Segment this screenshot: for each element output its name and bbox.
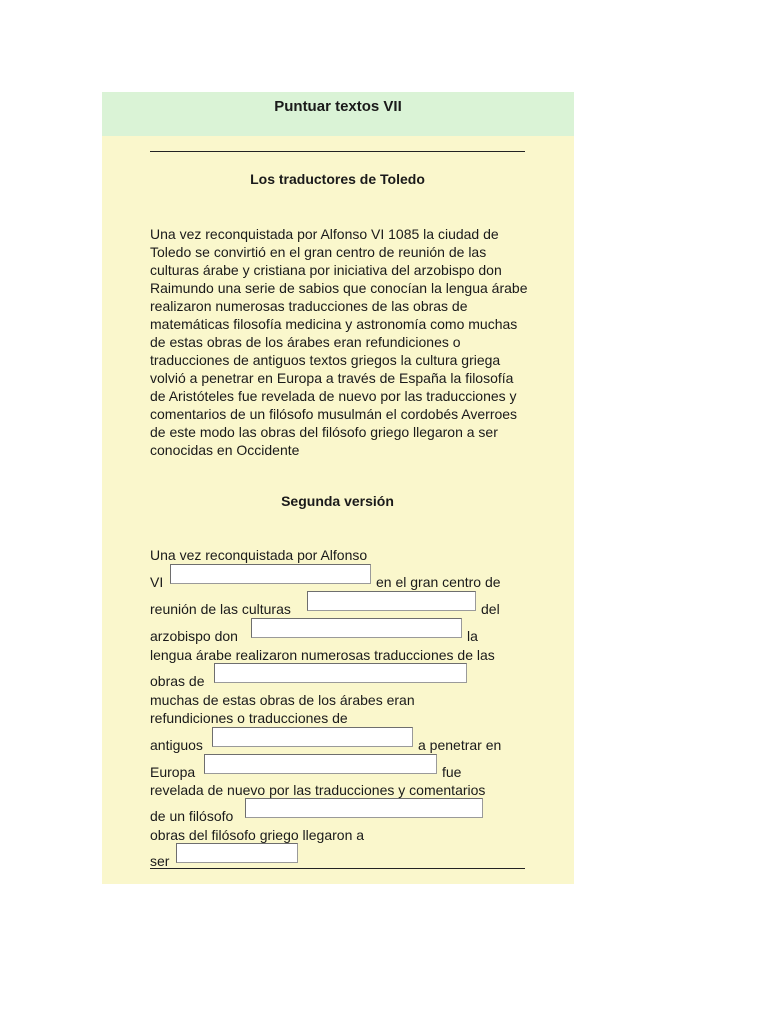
blank-5-input[interactable] [212,727,413,747]
text-line: del [481,601,500,617]
text-line: revelada de nuevo por las traducciones y comentarios [150,782,486,798]
blank-4-input[interactable] [214,663,467,683]
text-line: Europa [150,764,196,780]
text-line: en el gran centro de [376,574,501,590]
text-line: ser [150,853,170,869]
text-line: fue [442,764,462,780]
text-line: de un filósofo [150,808,234,824]
text-line: reunión de las culturas [150,601,291,617]
blank-6-input[interactable] [204,754,437,774]
text-line: Una vez reconquistada por Alfonso [150,547,368,563]
blank-8-input[interactable] [176,843,298,863]
text-line: lengua árabe realizaron numerosas traducciones de las [150,647,495,663]
text-line: refundiciones o traducciones de [150,710,348,726]
text-line: arzobispo don [150,628,238,644]
blank-1-input[interactable] [170,564,371,584]
text-line: VI [150,574,164,590]
text-line: a penetrar en [418,737,502,753]
original-heading: Los traductores de Toledo [250,171,425,187]
blank-7-input[interactable] [245,798,483,818]
text-line: obras del filósofo griego llegaron a [150,827,365,843]
blank-2-input[interactable] [307,591,476,611]
second-version-heading: Segunda versión [281,493,394,509]
blank-3-input[interactable] [251,618,462,638]
text-line: obras de [150,673,205,689]
page-title: Puntuar textos VII [274,98,402,115]
text-line: muchas de estas obras de los árabes eran [150,692,415,708]
top-divider [150,151,525,152]
original-text: Una vez reconquistada por Alfonso VI 1085 la ciudad de Toledo se convirtió en el gran centro de reunión de las culturas árabe y cristiana por iniciativa del arzobispo don Raimundo una serie de sabios que conocían la lengua árabe realizaron numerosas traducciones de las obras de matemáticas filosofía medicina y astronomía como muchas de estas obras de los árabes eran refundiciones o traducciones de antiguos textos griegos la cultura griega volvió a penetrar en Europa a través de España la filosofía de Aristóteles fue revelada de nuevo por las traducciones y comentarios de un filósofo musulmán el cordobés Averroes de este modo las obras del filósofo griego llegaron a ser conocidas en Occidente [150,226,528,458]
text-line: la [467,628,478,644]
bottom-divider [150,868,525,869]
text-line: antiguos [150,737,203,753]
